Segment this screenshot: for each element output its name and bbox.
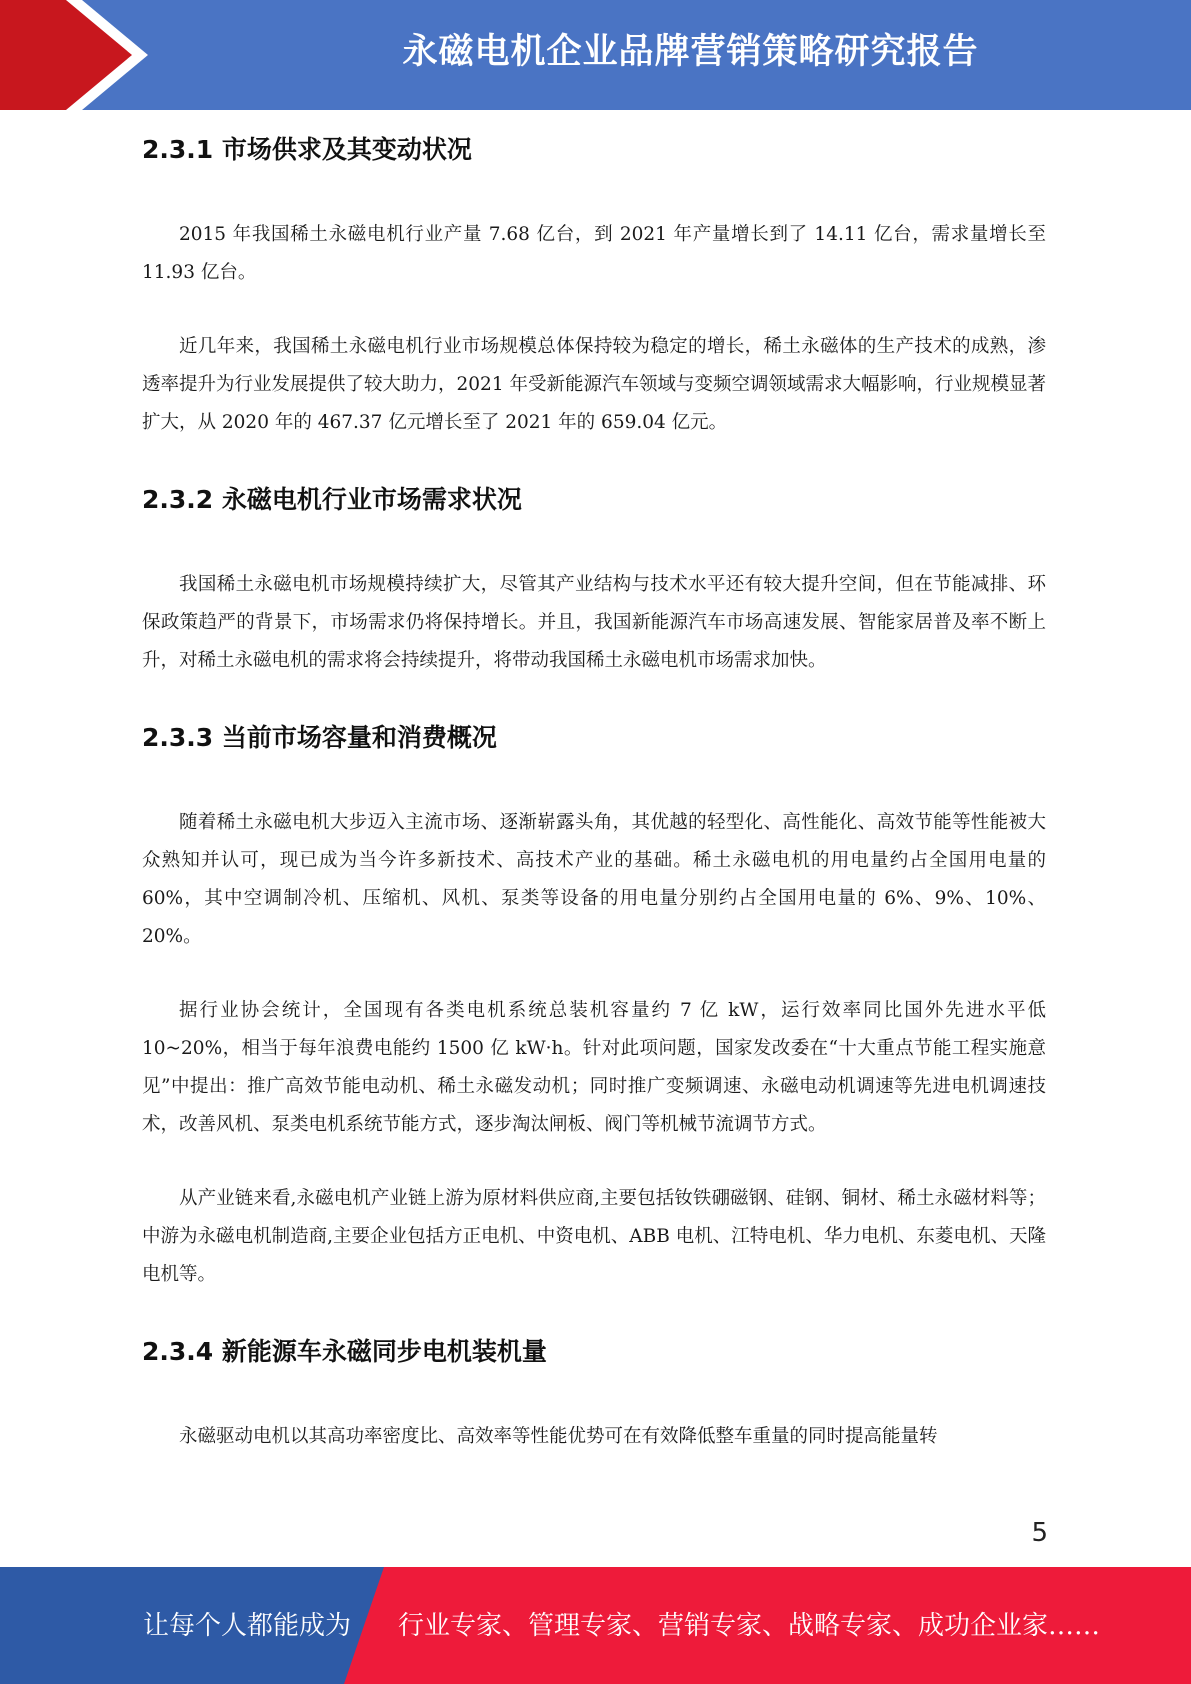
paragraph: 随着稀土永磁电机大步迈入主流市场、逐渐崭露头角，其优越的轻型化、高性能化、高效节能等性能被大众熟知并认可，现已成为当今许多新技术、高技术产业的基础。稀土永磁电机的用电量约占全国用电量的 60%，其中空调制冷机、压缩机、风机、泵类等设备的用电量分别约占全国用电量的 6%、9%、10%、20%。: [142, 812, 1046, 947]
paragraph: 永磁驱动电机以其高功率密度比、高效率等性能优势可在有效降低整车重量的同时提高能量转: [179, 1426, 938, 1447]
page-header: [0, 0, 1191, 110]
paragraph: 据行业协会统计，全国现有各类电机系统总装机容量约 7 亿 kW，运行效率同比国外先进水平低 10~20%，相当于每年浪费电能约 1500 亿 kW·h。针对此项问题，国家发改委在“十大重点节能工程实施意见”中提出：推广高效节能电动机、稀土永磁发动机；同时推广变频调速、永磁电动机调速等先进电机调速技术，改善风机、泵类电机系统节能方式，逐步淘汰闸板、阀门等机械节流调节方式。: [142, 1000, 1046, 1135]
paragraph: 我国稀土永磁电机市场规模持续扩大，尽管其产业结构与技术水平还有较大提升空间，但在节能减排、环保政策趋严的背景下，市场需求仍将保持增长。并且，我国新能源汽车市场高速发展、智能家居普及率不断上升，对稀土永磁电机的需求将会持续提升，将带动我国稀土永磁电机市场需求加快。: [142, 574, 1046, 671]
footer-slogan-left: 让每个人都能成为: [143, 1611, 352, 1641]
section-heading: 2.3.3 当前市场容量和消费概况: [142, 723, 497, 752]
page-number: 5: [1031, 1518, 1048, 1548]
section-heading: 2.3.4 新能源车永磁同步电机装机量: [142, 1337, 547, 1366]
section-heading: 2.3.1 市场供求及其变动状况: [142, 135, 472, 164]
section-heading: 2.3.2 永磁电机行业市场需求状况: [142, 485, 522, 514]
paragraph: 从产业链来看,永磁电机产业链上游为原材料供应商,主要包括钕铁硼磁钢、硅钢、铜材、稀土永磁材料等；中游为永磁电机制造商,主要企业包括方正电机、中资电机、ABB 电机、江特电机、华力电机、东菱电机、天隆电机等。: [142, 1188, 1046, 1285]
footer-slogan-right: 行业专家、管理专家、营销专家、战略专家、成功企业家……: [398, 1611, 1101, 1641]
paragraph: 近几年来，我国稀土永磁电机行业市场规模总体保持较为稳定的增长，稀土永磁体的生产技术的成熟，渗透率提升为行业发展提供了较大助力，2021 年受新能源汽车领域与变频空调领域需求大幅影响，行业规模显著扩大，从 2020 年的 467.37 亿元增长至了 2021 年的 659.04 亿元。: [142, 336, 1046, 433]
page-footer: [0, 1567, 1191, 1684]
report-title: 永磁电机企业品牌营销策略研究报告: [402, 32, 979, 72]
paragraph: 2015 年我国稀土永磁电机行业产量 7.68 亿台，到 2021 年产量增长到了 14.11 亿台，需求量增长至 11.93 亿台。: [142, 224, 1046, 283]
document-body: [142, 128, 1046, 1492]
